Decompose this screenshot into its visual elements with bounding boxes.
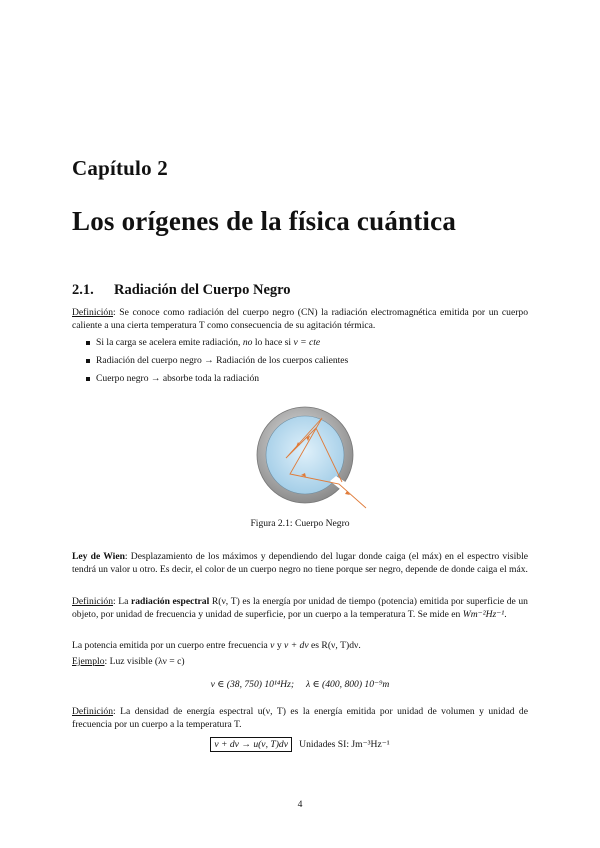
definition-text: R(ν, T) es la energía por unidad de tiempo (potencia) emitida por superficie de un objeto, por unidad de frecuencia y unidad de superficie, por un cuerpo a la temperatura T. Se mide en [72, 596, 528, 620]
units-text: Unidades SI: Jm⁻³Hz⁻¹ [299, 739, 390, 750]
example-text: : Luz visible (λν = c) [104, 656, 185, 667]
definition-paragraph-2 [72, 596, 528, 621]
boxed-equation: ν + dν → u(ν, T)dν [210, 737, 292, 752]
bullet-text: lo hace si [252, 337, 294, 348]
wien-term: Ley de Wien [72, 551, 125, 562]
definition-text: : Se conoce como radiación del cuerpo negro (CN) la radiación electromagnética emitida por un cuerpo caliente a una cierta temperatura T como consecuencia de su agitación térmica. [72, 307, 528, 331]
page-number: 4 [297, 799, 303, 810]
example-label: Ejemplo [72, 656, 105, 667]
section-heading [72, 282, 291, 299]
black-body-figure [250, 404, 368, 510]
power-paragraph [72, 640, 528, 653]
power-math: ν + dν [284, 640, 309, 651]
definition-label: Definición [72, 596, 114, 607]
power-math: ν [270, 640, 275, 651]
power-text: y [274, 640, 285, 651]
example-equation: ν ∈ (38, 750) 10¹⁴Hz; λ ∈ (400, 800) 10⁻⁹m [210, 679, 390, 690]
wien-paragraph [72, 551, 528, 576]
bullet-text: Cuerpo negro → absorbe toda la radiación [96, 373, 260, 384]
definition-paragraph-3 [72, 706, 528, 731]
bullet-emphasis: no [242, 337, 253, 348]
definition-label: Definición [72, 706, 114, 717]
definition-label: Definición [72, 307, 114, 318]
list-item [86, 337, 526, 355]
list-item [86, 355, 526, 373]
list-item [86, 373, 526, 391]
power-text: La potencia emitida por un cuerpo entre frecuencia [72, 640, 271, 651]
bullet-marker [86, 377, 90, 381]
definition-text: : La densidad de energía espectral u(ν, T) es la energía emitida por unidad de volumen y unidad de frecuencia por un cuerpo a la temperatura T. [72, 706, 528, 730]
unit-math: Wm⁻²Hz⁻¹ [462, 608, 505, 620]
bullet-list [86, 337, 526, 391]
bullet-math: v = cte [293, 337, 321, 348]
bullet-text: Si la carga se acelera emite radiación, [96, 337, 243, 348]
boxed-equation-line [0, 739, 600, 750]
definition-paragraph-1 [72, 307, 528, 332]
wien-text: : Desplazamiento de los máximos y dependiendo del lugar donde caiga (el máx) en el espectro visible tendrá un valor u otro. Es decir, el color de un cuerpo negro no tiene porque ser negro, depende de donde caiga el máx. [72, 551, 528, 575]
power-text: es R(ν, T)dν. [308, 640, 361, 651]
bullet-marker [86, 341, 90, 345]
figure-caption: Figura 2.1: Cuerpo Negro [250, 518, 350, 529]
example-paragraph [72, 656, 528, 669]
definition-term: radiación espectral [131, 596, 210, 607]
section-title: Radiación del Cuerpo Negro [114, 282, 291, 298]
bullet-text: Radiación del cuerpo negro → Radiación de los cuerpos calientes [96, 355, 349, 366]
definition-text: . [504, 608, 507, 620]
chapter-title: Los orígenes de la física cuántica [72, 206, 457, 236]
section-number: 2.1. [72, 282, 94, 298]
bullet-marker [86, 359, 90, 363]
definition-text: : La [113, 596, 131, 607]
chapter-label: Capítulo 2 [72, 156, 168, 180]
